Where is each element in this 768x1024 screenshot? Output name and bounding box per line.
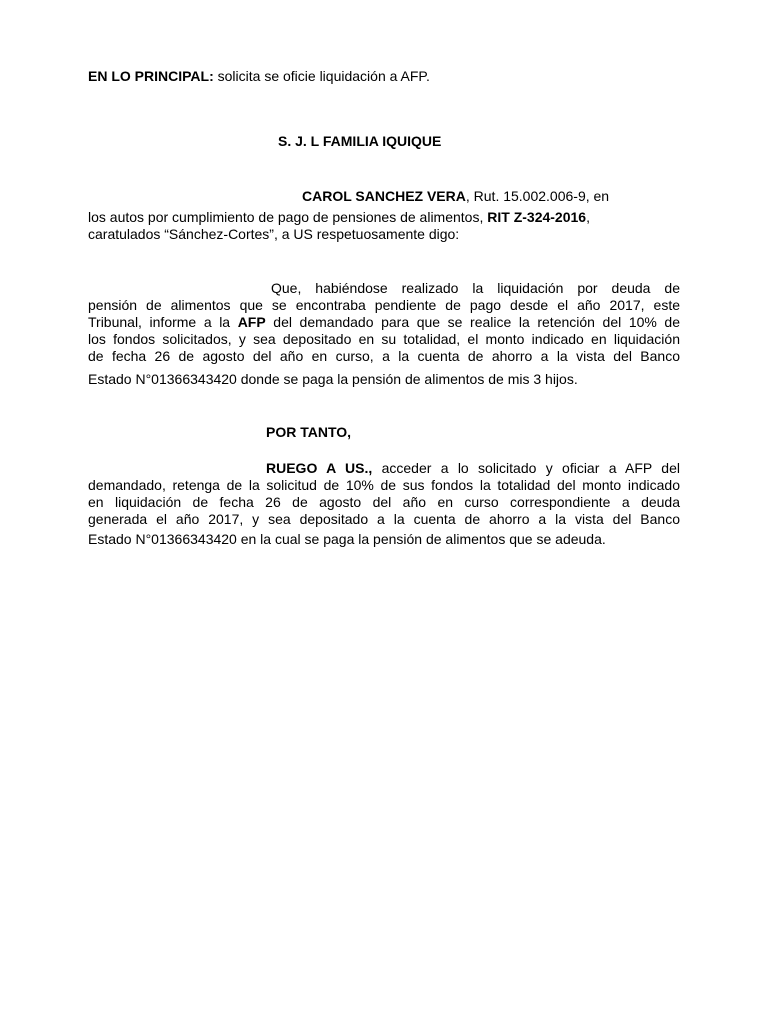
principal-text: solicita se oficie liquidación a AFP.: [213, 68, 430, 84]
body-line-2-text: pensión de alimentos que se encontraba pendiente de pago desde el año 2017, este: [88, 297, 680, 313]
body-line-5-text: de fecha 26 de agosto del año en curso, a la cuenta de ahorro a la vista del Banco: [88, 348, 680, 364]
body-line-3-pre: Tribunal, informe a la: [88, 314, 238, 330]
court-title: [278, 133, 478, 150]
ruego-line-2: [88, 477, 680, 494]
intro-line-3-text: caratulados “Sánchez-Cortes”, a US respetuosamente digo:: [88, 226, 460, 242]
ruego-line-3-text: en liquidación de fecha 26 de agosto del año en curso correspondiente a deuda: [88, 494, 680, 510]
rut-text: , Rut. 15.002.006-9, en: [465, 188, 610, 204]
intro-line-3: [88, 226, 680, 243]
body-line-3-post: del demandado para que se realice la retención del 10% de: [265, 314, 681, 330]
ruego-line-4: [88, 511, 680, 528]
intro-line-2-post: ,: [586, 209, 590, 225]
ruego-line-4-text: generada el año 2017, y sea depositado a la cuenta de ahorro a la vista del Banco: [88, 511, 680, 527]
ruego-line-3: [88, 494, 680, 511]
body-line-4: [88, 331, 680, 348]
ruego-line-1-text: acceder a lo solicitado y oficiar a AFP del: [372, 460, 680, 476]
ruego-line-2-text: demandado, retenga de la solicitud de 10% de sus fondos la totalidad del monto indicado: [88, 477, 680, 493]
afp-bold: AFP: [237, 314, 266, 330]
ruego-line-5-text: Estado N°01366343420 en la cual se paga la pensión de alimentos que se adeuda.: [88, 531, 606, 547]
ruego-line-5: [88, 531, 680, 548]
court-title-text: S. J. L FAMILIA IQUIQUE: [278, 133, 442, 149]
por-tanto-label: POR TANTO,: [266, 424, 352, 440]
rit-number: RIT Z-324-2016: [487, 209, 587, 225]
body-line-5: [88, 348, 680, 365]
principal-line: [88, 68, 680, 85]
body-line-1: [271, 280, 680, 297]
body-line-6-text: Estado N°01366343420 donde se paga la pensión de alimentos de mis 3 hijos.: [88, 371, 578, 387]
por-tanto: [266, 424, 466, 441]
body-line-6: [88, 371, 680, 388]
body-line-1-text: Que, habiéndose realizado la liquidación por deuda de: [271, 280, 680, 296]
principal-label: EN LO PRINCIPAL:: [88, 68, 214, 84]
plaintiff-name: CAROL SANCHEZ VERA: [302, 188, 466, 204]
intro-line-1: [302, 188, 610, 205]
body-line-2: [88, 297, 680, 314]
body-line-3: [88, 314, 680, 331]
body-line-4-text: los fondos solicitados, y sea depositado en su totalidad, el monto indicado en liquidación: [88, 331, 680, 347]
intro-line-2: [88, 209, 680, 226]
ruego-line-1: [266, 460, 680, 477]
intro-line-2-pre: los autos por cumplimiento de pago de pensiones de alimentos,: [88, 209, 488, 225]
ruego-label: RUEGO A US.,: [266, 460, 373, 476]
